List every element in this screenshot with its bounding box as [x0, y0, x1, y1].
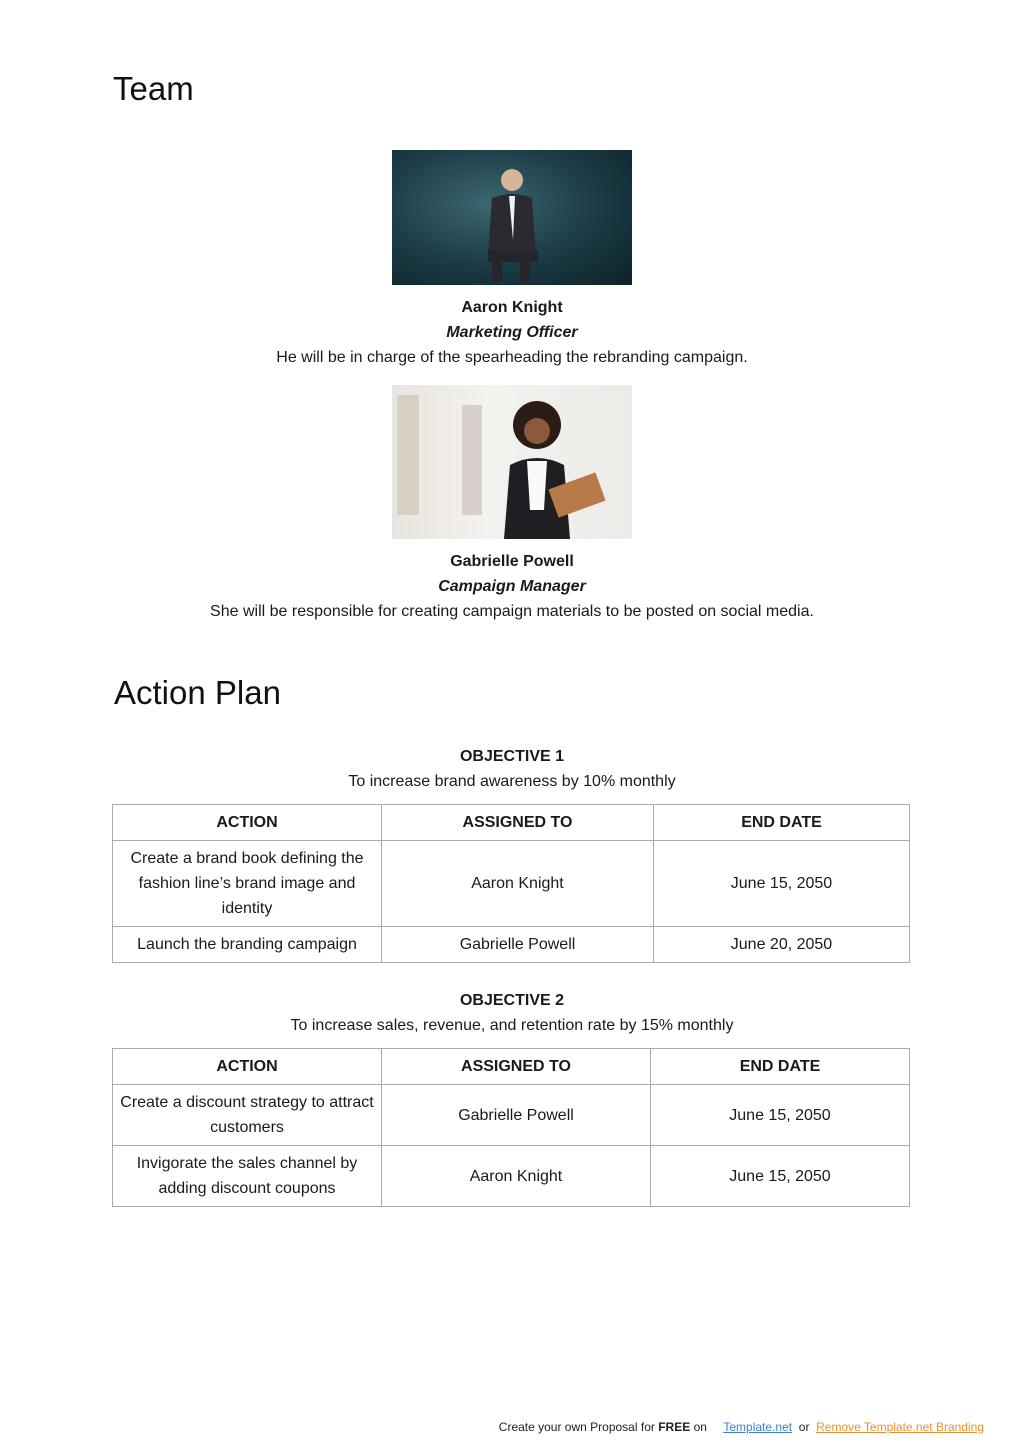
objective-description: To increase sales, revenue, and retention rate by 15% monthly	[290, 1017, 734, 1034]
cell-end-date: June 15, 2050	[651, 1085, 910, 1146]
person-image	[392, 385, 632, 539]
header-assigned-to: ASSIGNED TO	[382, 1049, 651, 1085]
member-description: He will be in charge of the spearheading the rebranding campaign.	[276, 349, 748, 366]
objective-2-table	[112, 1048, 910, 1207]
template-net-link[interactable]: Template.net	[723, 1420, 793, 1434]
header-end-date: END DATE	[651, 1049, 910, 1085]
objective-title: OBJECTIVE 1	[459, 748, 565, 765]
person-image	[392, 150, 632, 285]
gabrielle-powell-photo	[392, 385, 632, 539]
cell-end-date: June 20, 2050	[654, 927, 910, 963]
footer-on: on	[693, 1420, 707, 1434]
cell-action: Launch the branding campaign	[113, 927, 382, 963]
cell-end-date: June 15, 2050	[651, 1146, 910, 1207]
table-header-row	[113, 805, 910, 841]
member-name: Aaron Knight	[461, 299, 563, 316]
footer-or: or	[798, 1420, 810, 1434]
cell-assigned-to: Gabrielle Powell	[382, 927, 654, 963]
objective-description: To increase brand awareness by 10% monthly	[348, 773, 676, 790]
member-role: Marketing Officer	[446, 324, 578, 341]
cell-end-date: June 15, 2050	[654, 841, 910, 927]
objective-title: OBJECTIVE 2	[459, 992, 565, 1009]
cell-action: Create a discount strategy to attract customers	[113, 1085, 382, 1146]
table-row	[113, 841, 910, 927]
footer-free: FREE	[658, 1420, 691, 1434]
header-action: ACTION	[113, 805, 382, 841]
cell-action: Invigorate the sales channel by adding discount coupons	[113, 1146, 382, 1207]
table-header-row	[113, 1049, 910, 1085]
action-plan-heading: Action Plan	[114, 674, 281, 711]
table-row	[113, 1085, 910, 1146]
aaron-knight-photo	[392, 150, 632, 285]
cell-assigned-to: Aaron Knight	[382, 1146, 651, 1207]
table-row	[113, 1146, 910, 1207]
footer-prefix: Create your own Proposal for	[498, 1420, 655, 1434]
cell-assigned-to: Gabrielle Powell	[382, 1085, 651, 1146]
member-name: Gabrielle Powell	[450, 553, 574, 570]
header-end-date: END DATE	[654, 805, 910, 841]
header-action: ACTION	[113, 1049, 382, 1085]
objective-1-table	[112, 804, 910, 963]
remove-branding-link[interactable]: Remove Template.net Branding	[816, 1420, 984, 1434]
cell-assigned-to: Aaron Knight	[382, 841, 654, 927]
team-heading: Team	[113, 70, 194, 107]
header-assigned-to: ASSIGNED TO	[382, 805, 654, 841]
cell-action: Create a brand book defining the fashion line’s brand image and identity	[113, 841, 382, 927]
member-description: She will be responsible for creating campaign materials to be posted on social media.	[210, 603, 814, 620]
table-row	[113, 927, 910, 963]
footer-branding	[499, 1420, 984, 1434]
member-role: Campaign Manager	[438, 578, 586, 595]
